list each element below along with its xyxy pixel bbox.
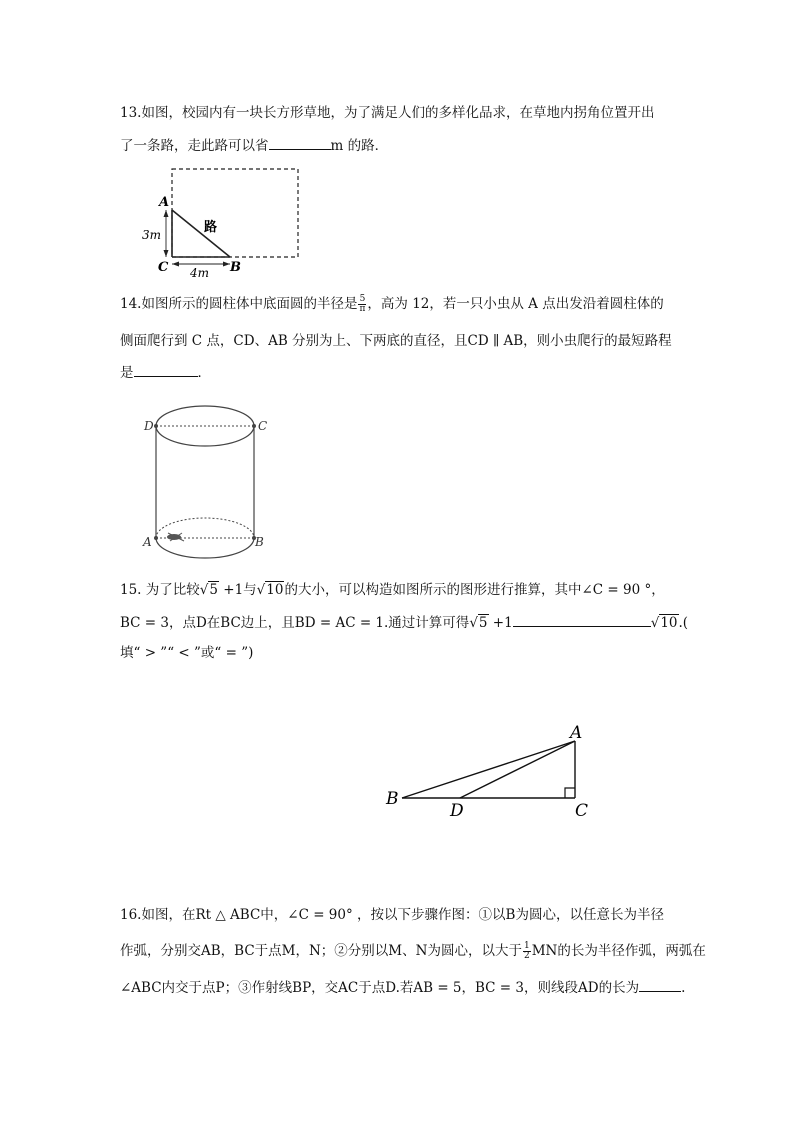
fraction-denominator: π <box>359 304 366 314</box>
half-denominator: 2 <box>523 951 530 961</box>
q13-text-a: 了一条路，走此路可以省 <box>120 138 269 154</box>
radius-fraction <box>358 295 366 314</box>
radicand-10: 10 <box>266 582 284 598</box>
q14-line2: 侧面爬行到 C 点，CD、AB 分别为上、下两底的直径，且CD ∥ AB，则小虫爬行的最短路程 <box>120 333 672 349</box>
fraction-numerator: 5 <box>359 294 366 304</box>
q16-text-b: MN的长为半径作弧，两弧在 <box>531 943 706 959</box>
bug-icon <box>167 533 184 541</box>
q15-answer-blank[interactable] <box>513 612 651 627</box>
q13-line2 <box>120 135 388 156</box>
half-numerator: 1 <box>523 941 530 951</box>
label-c: C <box>258 419 268 433</box>
right-angle-mark <box>565 788 575 798</box>
sqrt-10-b: √10 <box>650 615 678 631</box>
q15-text-b: +1与 <box>218 582 257 598</box>
segment-ba <box>402 741 575 798</box>
q15-text-e: +1 <box>488 615 513 631</box>
q15-text-a: 15. 为了比较 <box>120 582 200 598</box>
q14-cylinder-figure <box>140 398 280 563</box>
point-a <box>154 536 158 540</box>
q16-answer-blank[interactable] <box>639 977 681 992</box>
q14-text-b: ，高为 12，若一只小虫从 A 点出发沿着圆柱体的 <box>367 296 664 312</box>
q13-text-b: m 的路． <box>330 138 389 154</box>
point-c <box>252 424 256 428</box>
segment-da <box>460 741 575 798</box>
q14-text-c: 是 <box>120 365 134 381</box>
label-b: B <box>255 535 264 549</box>
q16-line2 <box>120 941 706 961</box>
label-a: A <box>143 535 152 549</box>
arrow-down-icon <box>164 250 169 257</box>
label-b: B <box>230 260 241 275</box>
sqrt-5: √5 <box>199 582 218 598</box>
q14-line3 <box>120 362 211 383</box>
q15-text-d: BC = 3，点D在BC边上，且BD = AC = 1.通过计算可得 <box>120 615 470 631</box>
q14-line1 <box>120 294 664 314</box>
q13-answer-blank[interactable] <box>269 135 331 150</box>
label-a: A <box>570 723 583 743</box>
q14-text-a: 14.如图所示的圆柱体中底面圆的半径是 <box>120 296 358 312</box>
label-d: D <box>144 419 154 433</box>
sqrt-10: √10 <box>256 582 284 598</box>
q15-text-c: 的大小，可以构造如图所示的图形进行推算，其中∠C = 90 °， <box>284 582 665 598</box>
road-path <box>172 210 230 257</box>
q15-text-f: .( <box>678 615 689 631</box>
label-b: B <box>386 789 399 809</box>
q13-figure <box>140 165 310 280</box>
q14-answer-blank[interactable] <box>134 362 198 377</box>
q16-line3 <box>120 977 685 998</box>
q16-text-c: ∠ABC内交于点P；③作射线BP，交AC于点D.若AB = 5，BC = 3，则线段AD的长为 <box>120 980 640 996</box>
label-c: C <box>158 260 169 275</box>
radicand-10-b: 10 <box>660 615 678 631</box>
q13-line1: 13.如图，校园内有一块长方形草地，为了满足人们的多样化品求，在草地内拐角位置开出 <box>120 105 655 121</box>
radicand-5-b: 5 <box>478 615 488 631</box>
arrow-left-icon <box>172 262 179 267</box>
q15-line3: 填“ > ”“ < ”或“ = ”) <box>120 645 254 661</box>
q16-text-a: 作弧，分别交AB，BC于点M，N；②分别以M、N为圆心，以大于 <box>120 943 522 959</box>
half-fraction <box>523 942 531 961</box>
q16-line1: 16.如图，在Rt △ ABC中，∠C = 90° ，按以下步骤作图：①以B为圆心，以任意长为半径 <box>120 907 664 923</box>
q15-line1 <box>120 580 665 600</box>
label-3m: 3m <box>142 228 162 242</box>
radicand-5: 5 <box>209 582 218 598</box>
sqrt-5-b: √5 <box>469 615 488 631</box>
q14-text-d: ． <box>197 365 211 381</box>
label-c: C <box>575 801 589 821</box>
q16-text-d: . <box>681 980 686 996</box>
arrow-right-icon <box>223 262 230 267</box>
label-4m: 4m <box>190 266 210 280</box>
label-d: D <box>450 801 464 821</box>
label-road: 路 <box>204 220 218 235</box>
point-d <box>154 424 158 428</box>
q15-triangle-figure <box>380 718 600 823</box>
label-a: A <box>159 195 170 210</box>
arrow-up-icon <box>164 210 169 217</box>
lawn-rectangle <box>172 169 298 257</box>
q15-line2 <box>120 612 688 633</box>
